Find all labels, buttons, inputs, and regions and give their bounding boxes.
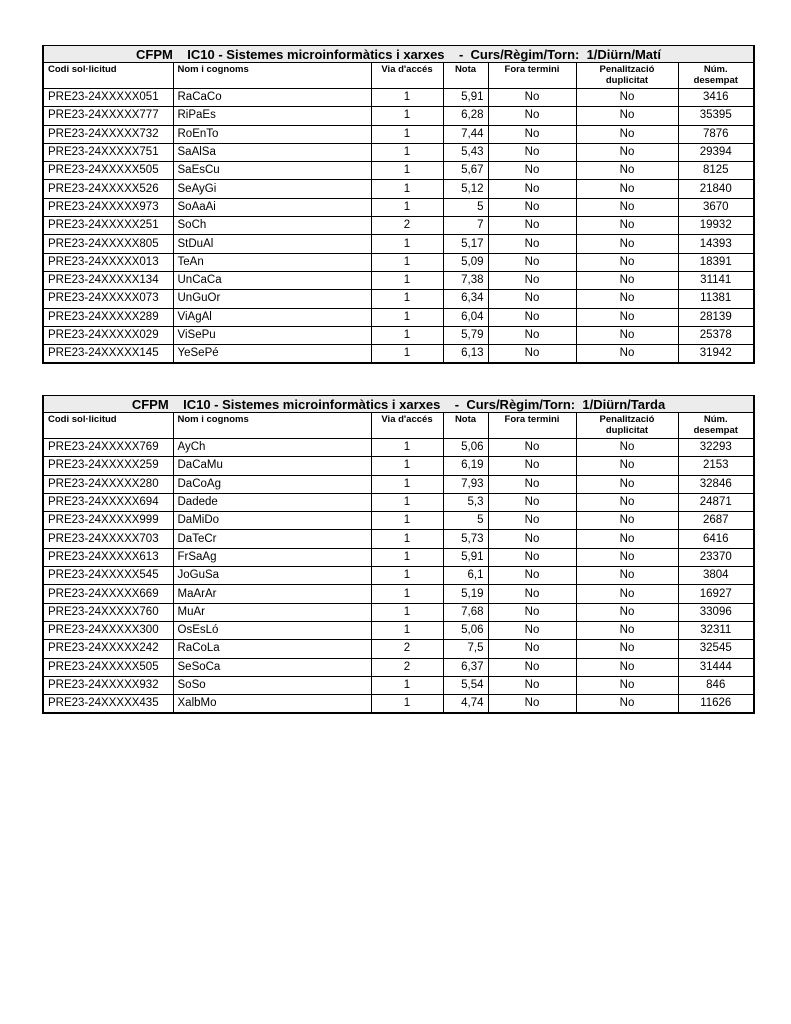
cell-late: No — [488, 603, 576, 621]
table-row — [43, 198, 754, 216]
cell-grade: 6,37 — [443, 658, 488, 676]
cell-access-route: 1 — [371, 235, 443, 253]
cell-late: No — [488, 89, 576, 107]
cell-duplicate-penalty: No — [576, 271, 678, 289]
cell-access-route: 1 — [371, 89, 443, 107]
cell-tiebreak-number: 3416 — [678, 89, 754, 107]
table-row — [43, 585, 754, 603]
cell-name: XalbMo — [173, 695, 371, 714]
cell-late: No — [488, 125, 576, 143]
cell-name: SoAaAi — [173, 198, 371, 216]
cell-request-code: PRE23-24XXXXX703 — [43, 530, 173, 548]
cell-duplicate-penalty: No — [576, 585, 678, 603]
cell-tiebreak-number: 3670 — [678, 198, 754, 216]
cell-access-route: 1 — [371, 603, 443, 621]
cell-tiebreak-number: 19932 — [678, 217, 754, 235]
cell-request-code: PRE23-24XXXXX280 — [43, 475, 173, 493]
cell-late: No — [488, 676, 576, 694]
table-row — [43, 640, 754, 658]
cell-name: MaArAr — [173, 585, 371, 603]
cell-grade: 6,19 — [443, 457, 488, 475]
cell-access-route: 1 — [371, 621, 443, 639]
cell-grade: 6,04 — [443, 308, 488, 326]
cell-access-route: 1 — [371, 457, 443, 475]
cell-name: ViSePu — [173, 326, 371, 344]
header-name: Nom i cognoms — [173, 63, 371, 89]
table-title: CFPM IC10 - Sistemes microinformàtics i xarxes - Curs/Règim/Torn: 1/Diürn/Matí — [43, 46, 754, 63]
cell-request-code: PRE23-24XXXXX259 — [43, 457, 173, 475]
cell-grade: 5 — [443, 512, 488, 530]
cell-name: RiPaEs — [173, 107, 371, 125]
header-request-code: Codi sol·licitud — [43, 413, 173, 439]
table-row — [43, 162, 754, 180]
table-row — [43, 345, 754, 364]
cell-grade: 5,09 — [443, 253, 488, 271]
cell-name: SaAlSa — [173, 143, 371, 161]
cell-duplicate-penalty: No — [576, 603, 678, 621]
cell-name: DaMiDo — [173, 512, 371, 530]
cell-access-route: 1 — [371, 585, 443, 603]
cell-request-code: PRE23-24XXXXX505 — [43, 658, 173, 676]
cell-request-code: PRE23-24XXXXX694 — [43, 493, 173, 511]
cell-request-code: PRE23-24XXXXX669 — [43, 585, 173, 603]
cell-late: No — [488, 308, 576, 326]
cell-grade: 5,06 — [443, 621, 488, 639]
cell-request-code: PRE23-24XXXXX613 — [43, 548, 173, 566]
cell-grade: 7,44 — [443, 125, 488, 143]
cell-access-route: 1 — [371, 180, 443, 198]
cell-duplicate-penalty: No — [576, 457, 678, 475]
cell-access-route: 2 — [371, 217, 443, 235]
cell-late: No — [488, 585, 576, 603]
table-row — [43, 125, 754, 143]
cell-name: SoCh — [173, 217, 371, 235]
cell-access-route: 1 — [371, 548, 443, 566]
cell-late: No — [488, 640, 576, 658]
cell-late: No — [488, 548, 576, 566]
cell-request-code: PRE23-24XXXXX242 — [43, 640, 173, 658]
cell-request-code: PRE23-24XXXXX289 — [43, 308, 173, 326]
cell-late: No — [488, 530, 576, 548]
cell-access-route: 1 — [371, 271, 443, 289]
cell-grade: 7,5 — [443, 640, 488, 658]
cell-grade: 5,12 — [443, 180, 488, 198]
cell-name: FrSaAg — [173, 548, 371, 566]
cell-request-code: PRE23-24XXXXX999 — [43, 512, 173, 530]
cell-tiebreak-number: 7876 — [678, 125, 754, 143]
cell-grade: 7 — [443, 217, 488, 235]
cell-late: No — [488, 198, 576, 216]
cell-name: DaCaMu — [173, 457, 371, 475]
cell-late: No — [488, 493, 576, 511]
table-row — [43, 621, 754, 639]
cell-grade: 5,54 — [443, 676, 488, 694]
header-grade: Nota — [443, 413, 488, 439]
cell-access-route: 1 — [371, 530, 443, 548]
admissions-table-tarda — [42, 395, 755, 714]
table-row — [43, 603, 754, 621]
cell-access-route: 1 — [371, 107, 443, 125]
cell-tiebreak-number: 3804 — [678, 567, 754, 585]
cell-request-code: PRE23-24XXXXX760 — [43, 603, 173, 621]
cell-late: No — [488, 180, 576, 198]
cell-name: RaCaCo — [173, 89, 371, 107]
table-title: CFPM IC10 - Sistemes microinformàtics i xarxes - Curs/Règim/Torn: 1/Diürn/Tarda — [43, 396, 754, 413]
cell-name: AyCh — [173, 439, 371, 457]
header-duplicate-penalty: Penalització duplicitat — [576, 63, 678, 89]
cell-tiebreak-number: 11626 — [678, 695, 754, 714]
header-row — [43, 413, 754, 439]
cell-grade: 5 — [443, 198, 488, 216]
table-row — [43, 107, 754, 125]
cell-request-code: PRE23-24XXXXX013 — [43, 253, 173, 271]
cell-duplicate-penalty: No — [576, 640, 678, 658]
cell-tiebreak-number: 6416 — [678, 530, 754, 548]
cell-duplicate-penalty: No — [576, 530, 678, 548]
cell-request-code: PRE23-24XXXXX435 — [43, 695, 173, 714]
table-row — [43, 512, 754, 530]
cell-name: YeSePé — [173, 345, 371, 364]
cell-grade: 6,34 — [443, 290, 488, 308]
cell-tiebreak-number: 18391 — [678, 253, 754, 271]
cell-grade: 7,93 — [443, 475, 488, 493]
cell-access-route: 1 — [371, 475, 443, 493]
cell-grade: 5,79 — [443, 326, 488, 344]
cell-access-route: 1 — [371, 676, 443, 694]
cell-access-route: 1 — [371, 567, 443, 585]
cell-tiebreak-number: 31942 — [678, 345, 754, 364]
cell-late: No — [488, 326, 576, 344]
cell-duplicate-penalty: No — [576, 621, 678, 639]
header-access-route: Via d'accés — [371, 63, 443, 89]
cell-tiebreak-number: 31141 — [678, 271, 754, 289]
cell-grade: 5,67 — [443, 162, 488, 180]
cell-duplicate-penalty: No — [576, 125, 678, 143]
cell-duplicate-penalty: No — [576, 512, 678, 530]
table-row — [43, 290, 754, 308]
cell-request-code: PRE23-24XXXXX777 — [43, 107, 173, 125]
cell-late: No — [488, 235, 576, 253]
table-row — [43, 457, 754, 475]
header-tiebreak-number: Núm. desempat — [678, 413, 754, 439]
cell-duplicate-penalty: No — [576, 107, 678, 125]
cell-late: No — [488, 475, 576, 493]
cell-name: Dadede — [173, 493, 371, 511]
cell-tiebreak-number: 31444 — [678, 658, 754, 676]
cell-request-code: PRE23-24XXXXX051 — [43, 89, 173, 107]
cell-name: DaCoAg — [173, 475, 371, 493]
table-row — [43, 180, 754, 198]
cell-access-route: 1 — [371, 345, 443, 364]
cell-name: JoGuSa — [173, 567, 371, 585]
cell-duplicate-penalty: No — [576, 143, 678, 161]
cell-tiebreak-number: 23370 — [678, 548, 754, 566]
cell-grade: 5,91 — [443, 548, 488, 566]
header-late: Fora termini — [488, 413, 576, 439]
cell-request-code: PRE23-24XXXXX300 — [43, 621, 173, 639]
cell-name: MuAr — [173, 603, 371, 621]
table-row — [43, 567, 754, 585]
cell-duplicate-penalty: No — [576, 475, 678, 493]
cell-access-route: 1 — [371, 308, 443, 326]
table-row — [43, 548, 754, 566]
cell-grade: 7,68 — [443, 603, 488, 621]
cell-duplicate-penalty: No — [576, 548, 678, 566]
cell-late: No — [488, 253, 576, 271]
cell-duplicate-penalty: No — [576, 89, 678, 107]
cell-grade: 4,74 — [443, 695, 488, 714]
cell-grade: 5,06 — [443, 439, 488, 457]
cell-duplicate-penalty: No — [576, 439, 678, 457]
header-tiebreak-number: Núm. desempat — [678, 63, 754, 89]
cell-request-code: PRE23-24XXXXX073 — [43, 290, 173, 308]
cell-duplicate-penalty: No — [576, 345, 678, 364]
cell-request-code: PRE23-24XXXXX751 — [43, 143, 173, 161]
cell-tiebreak-number: 2153 — [678, 457, 754, 475]
cell-name: OsEsLó — [173, 621, 371, 639]
cell-tiebreak-number: 32311 — [678, 621, 754, 639]
table-row — [43, 326, 754, 344]
cell-tiebreak-number: 32545 — [678, 640, 754, 658]
table-row — [43, 235, 754, 253]
cell-duplicate-penalty: No — [576, 253, 678, 271]
cell-duplicate-penalty: No — [576, 326, 678, 344]
cell-tiebreak-number: 25378 — [678, 326, 754, 344]
cell-late: No — [488, 217, 576, 235]
table-row — [43, 658, 754, 676]
cell-grade: 6,28 — [443, 107, 488, 125]
cell-name: StDuAl — [173, 235, 371, 253]
table-row — [43, 143, 754, 161]
cell-grade: 7,38 — [443, 271, 488, 289]
cell-late: No — [488, 658, 576, 676]
cell-request-code: PRE23-24XXXXX505 — [43, 162, 173, 180]
cell-late: No — [488, 567, 576, 585]
cell-duplicate-penalty: No — [576, 676, 678, 694]
cell-duplicate-penalty: No — [576, 493, 678, 511]
cell-grade: 5,17 — [443, 235, 488, 253]
cell-name: DaTeCr — [173, 530, 371, 548]
cell-tiebreak-number: 24871 — [678, 493, 754, 511]
cell-duplicate-penalty: No — [576, 217, 678, 235]
cell-late: No — [488, 162, 576, 180]
cell-access-route: 1 — [371, 512, 443, 530]
cell-duplicate-penalty: No — [576, 308, 678, 326]
cell-request-code: PRE23-24XXXXX145 — [43, 345, 173, 364]
cell-name: RoEnTo — [173, 125, 371, 143]
header-grade: Nota — [443, 63, 488, 89]
cell-access-route: 1 — [371, 326, 443, 344]
table-row — [43, 271, 754, 289]
cell-name: RaCoLa — [173, 640, 371, 658]
cell-access-route: 1 — [371, 493, 443, 511]
cell-name: SoSo — [173, 676, 371, 694]
cell-access-route: 2 — [371, 640, 443, 658]
header-duplicate-penalty: Penalització duplicitat — [576, 413, 678, 439]
cell-tiebreak-number: 16927 — [678, 585, 754, 603]
cell-late: No — [488, 457, 576, 475]
cell-access-route: 1 — [371, 290, 443, 308]
header-request-code: Codi sol·licitud — [43, 63, 173, 89]
header-row — [43, 63, 754, 89]
cell-access-route: 1 — [371, 695, 443, 714]
cell-late: No — [488, 107, 576, 125]
table-row — [43, 217, 754, 235]
cell-name: UnCaCa — [173, 271, 371, 289]
cell-request-code: PRE23-24XXXXX526 — [43, 180, 173, 198]
cell-duplicate-penalty: No — [576, 180, 678, 198]
cell-tiebreak-number: 32293 — [678, 439, 754, 457]
cell-duplicate-penalty: No — [576, 162, 678, 180]
cell-duplicate-penalty: No — [576, 290, 678, 308]
cell-request-code: PRE23-24XXXXX251 — [43, 217, 173, 235]
cell-tiebreak-number: 35395 — [678, 107, 754, 125]
cell-request-code: PRE23-24XXXXX932 — [43, 676, 173, 694]
table-row — [43, 695, 754, 714]
cell-request-code: PRE23-24XXXXX805 — [43, 235, 173, 253]
table-row — [43, 89, 754, 107]
cell-request-code: PRE23-24XXXXX769 — [43, 439, 173, 457]
cell-duplicate-penalty: No — [576, 567, 678, 585]
cell-request-code: PRE23-24XXXXX545 — [43, 567, 173, 585]
table-row — [43, 475, 754, 493]
cell-access-route: 1 — [371, 143, 443, 161]
cell-duplicate-penalty: No — [576, 695, 678, 714]
cell-grade: 6,1 — [443, 567, 488, 585]
cell-tiebreak-number: 2687 — [678, 512, 754, 530]
cell-access-route: 1 — [371, 253, 443, 271]
table-row — [43, 253, 754, 271]
cell-tiebreak-number: 32846 — [678, 475, 754, 493]
cell-grade: 5,91 — [443, 89, 488, 107]
cell-request-code: PRE23-24XXXXX134 — [43, 271, 173, 289]
cell-duplicate-penalty: No — [576, 235, 678, 253]
cell-late: No — [488, 290, 576, 308]
cell-late: No — [488, 512, 576, 530]
cell-duplicate-penalty: No — [576, 658, 678, 676]
cell-grade: 5,3 — [443, 493, 488, 511]
cell-late: No — [488, 439, 576, 457]
cell-name: SeAyGi — [173, 180, 371, 198]
cell-name: TeAn — [173, 253, 371, 271]
cell-access-route: 1 — [371, 125, 443, 143]
cell-tiebreak-number: 29394 — [678, 143, 754, 161]
cell-tiebreak-number: 8125 — [678, 162, 754, 180]
table-row — [43, 308, 754, 326]
header-late: Fora termini — [488, 63, 576, 89]
cell-access-route: 1 — [371, 439, 443, 457]
table-row — [43, 676, 754, 694]
cell-late: No — [488, 695, 576, 714]
cell-access-route: 1 — [371, 162, 443, 180]
cell-tiebreak-number: 11381 — [678, 290, 754, 308]
cell-tiebreak-number: 28139 — [678, 308, 754, 326]
cell-tiebreak-number: 14393 — [678, 235, 754, 253]
table-row — [43, 439, 754, 457]
cell-access-route: 1 — [371, 198, 443, 216]
cell-late: No — [488, 143, 576, 161]
cell-tiebreak-number: 33096 — [678, 603, 754, 621]
cell-grade: 5,73 — [443, 530, 488, 548]
cell-tiebreak-number: 846 — [678, 676, 754, 694]
cell-late: No — [488, 621, 576, 639]
cell-name: UnGuOr — [173, 290, 371, 308]
cell-name: SeSoCa — [173, 658, 371, 676]
cell-grade: 6,13 — [443, 345, 488, 364]
cell-duplicate-penalty: No — [576, 198, 678, 216]
cell-name: ViAgAl — [173, 308, 371, 326]
cell-grade: 5,19 — [443, 585, 488, 603]
admissions-table-mati — [42, 45, 755, 364]
cell-request-code: PRE23-24XXXXX029 — [43, 326, 173, 344]
cell-request-code: PRE23-24XXXXX732 — [43, 125, 173, 143]
header-name: Nom i cognoms — [173, 413, 371, 439]
header-access-route: Via d'accés — [371, 413, 443, 439]
table-row — [43, 493, 754, 511]
cell-grade: 5,43 — [443, 143, 488, 161]
cell-name: SaEsCu — [173, 162, 371, 180]
cell-request-code: PRE23-24XXXXX973 — [43, 198, 173, 216]
cell-late: No — [488, 271, 576, 289]
cell-access-route: 2 — [371, 658, 443, 676]
cell-late: No — [488, 345, 576, 364]
cell-tiebreak-number: 21840 — [678, 180, 754, 198]
table-row — [43, 530, 754, 548]
